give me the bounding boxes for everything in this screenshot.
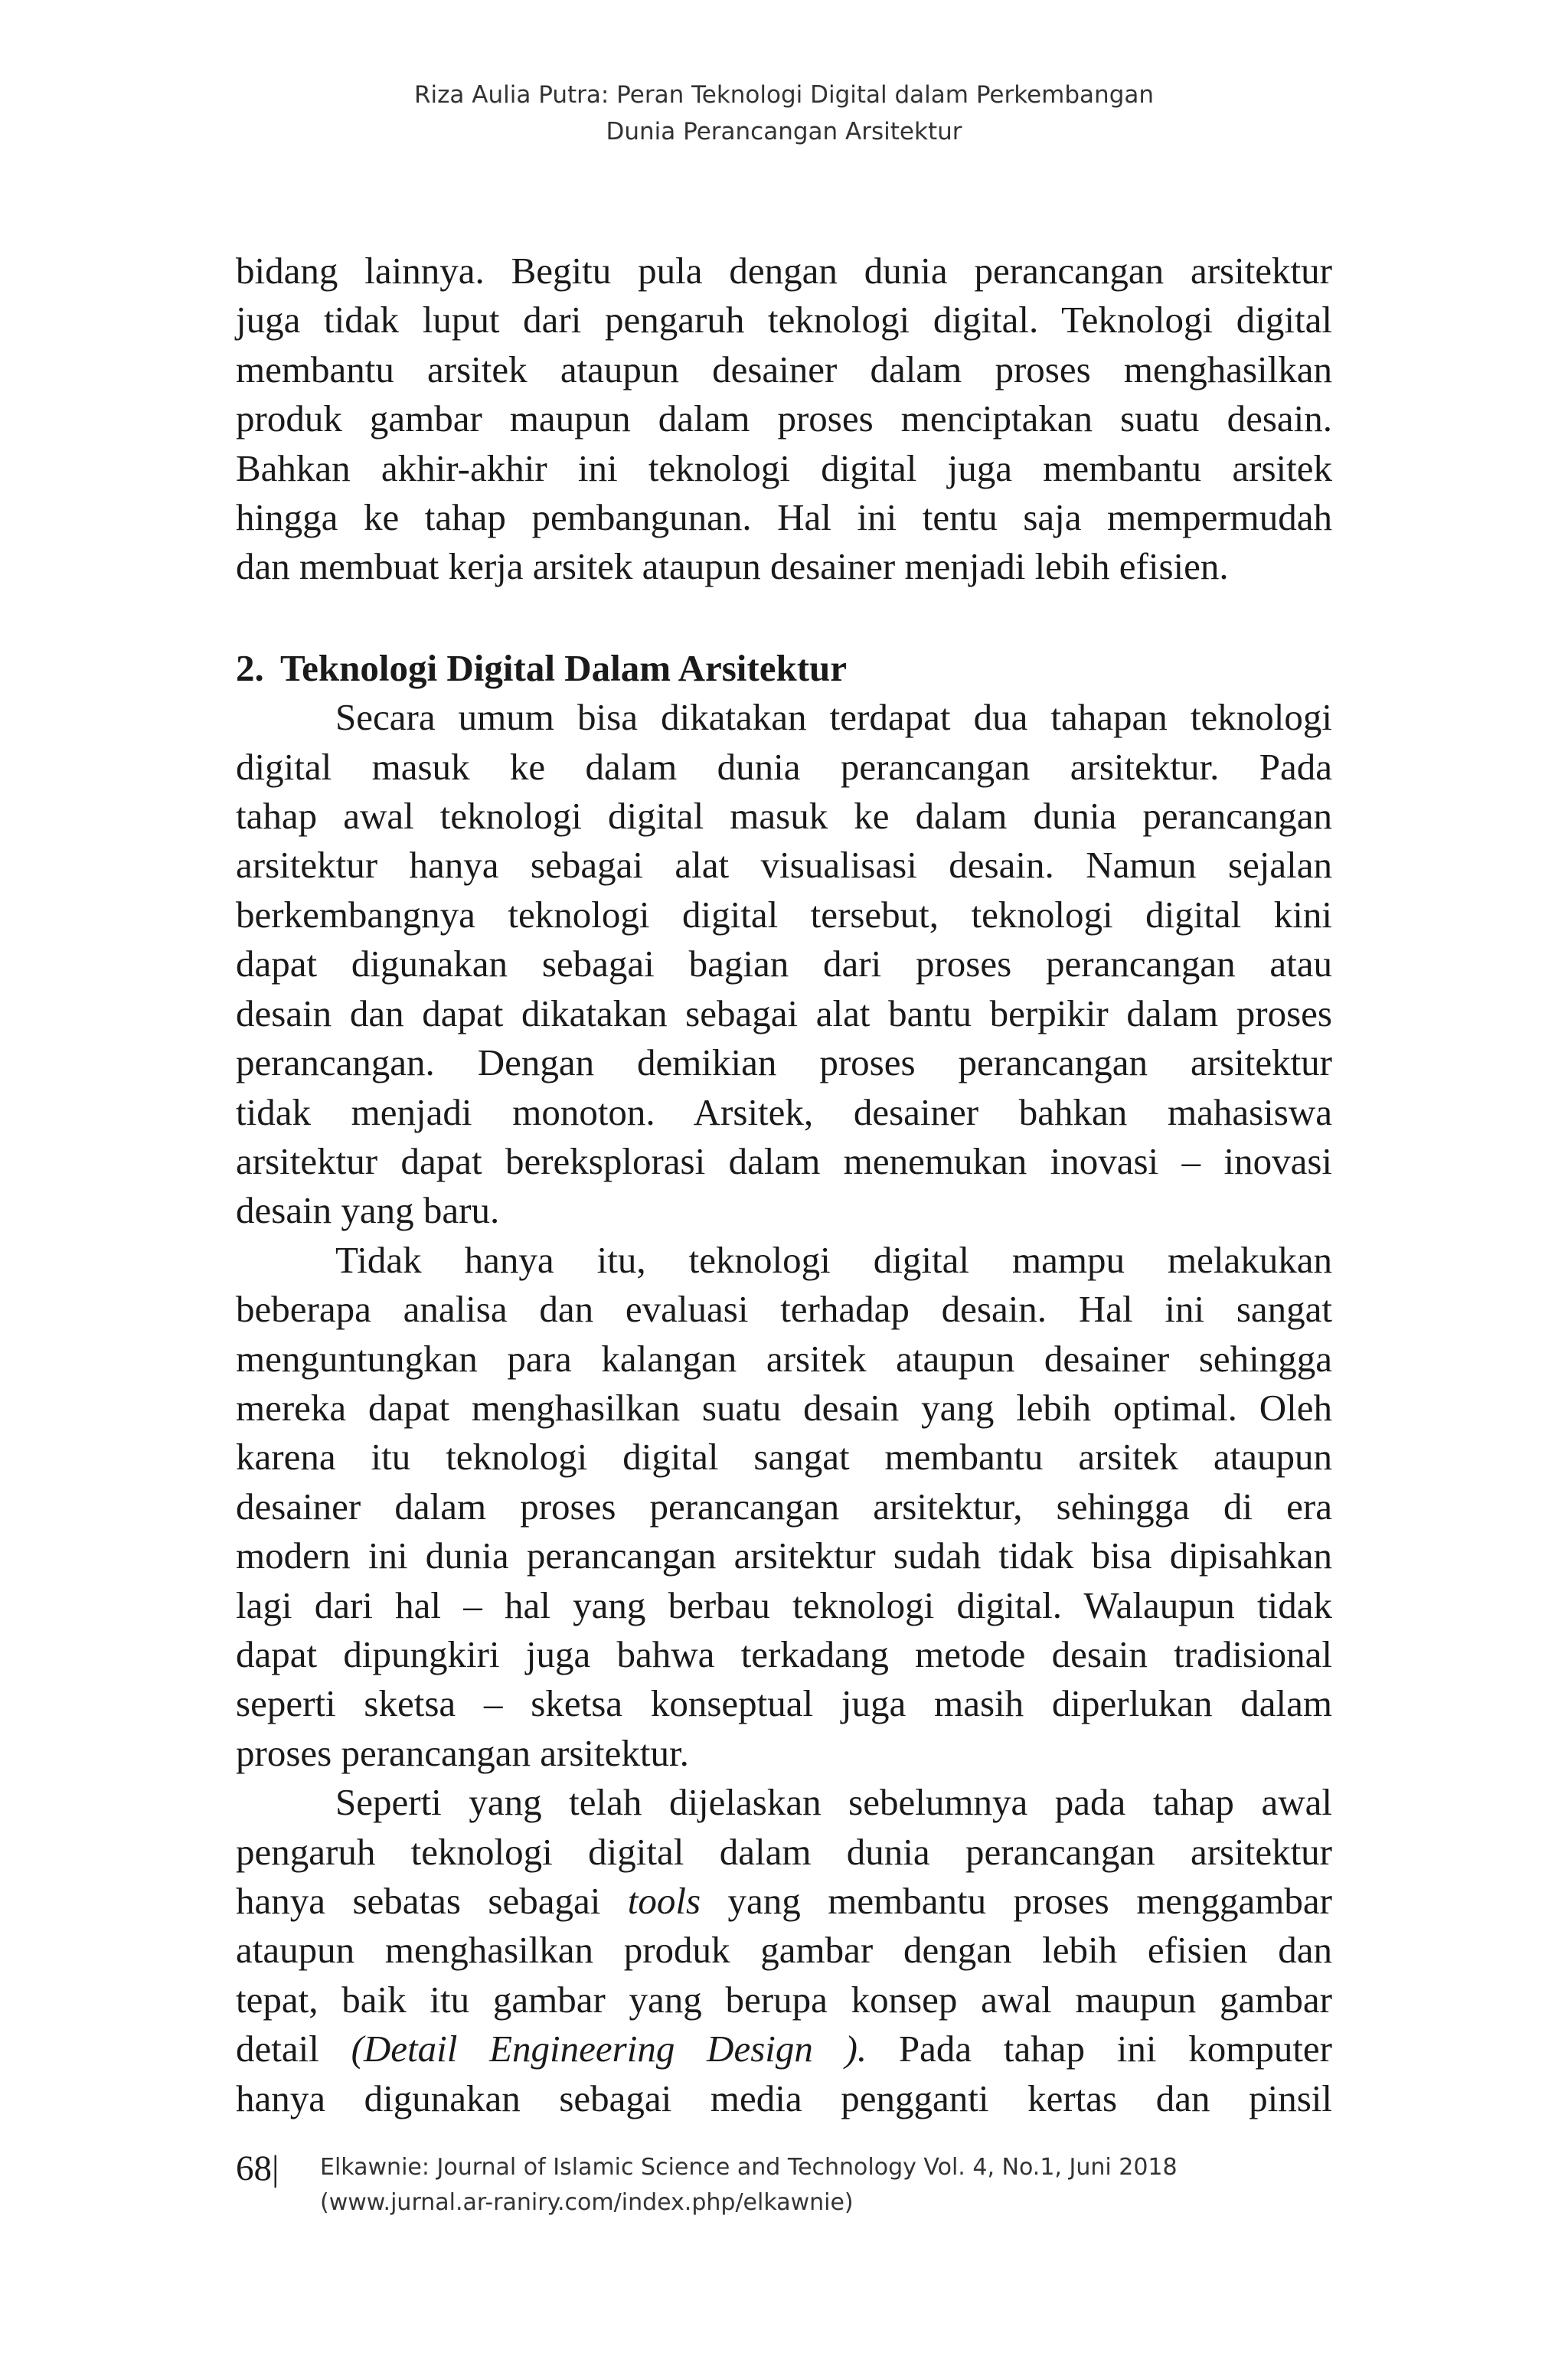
- text-line: ataupun menghasilkan produk gambar dengan lebih efisien dan: [236, 1929, 1332, 1972]
- running-head-line-1: Riza Aulia Putra: Peran Teknologi Digital dalam Perkembangan: [413, 81, 1155, 109]
- text-line: desain dan dapat dikatakan sebagai alat bantu berpikir dalam proses: [236, 992, 1332, 1034]
- citation-url: (www.jurnal.ar-raniry.com/index.php/elkawnie): [320, 2189, 854, 2216]
- text-line: perancangan. Dengan demikian proses perancangan arsitektur: [236, 1041, 1332, 1084]
- text-line: mereka dapat menghasilkan suatu desain yang lebih optimal. Oleh: [236, 1386, 1332, 1429]
- intro-paragraph: [236, 247, 1332, 592]
- text-line: modern ini dunia perancangan arsitektur sudah tidak bisa dipisahkan: [236, 1534, 1332, 1577]
- text-line: arsitektur dapat bereksplorasi dalam menemukan inovasi – inovasi: [236, 1139, 1332, 1182]
- text-line: juga tidak luput dari pengaruh teknologi digital. Teknologi digital: [236, 299, 1332, 342]
- text-line: Bahkan akhir-akhir ini teknologi digital juga membantu arsitek: [236, 446, 1332, 489]
- italic-term-tools: tools: [627, 1880, 701, 1922]
- text-line: beberapa analisa dan evaluasi terhadap desain. Hal ini sangat: [236, 1288, 1332, 1331]
- text-line: dapat dipungkiri juga bahwa terkadang metode desain tradisional: [236, 1632, 1332, 1675]
- text-line: Tidak hanya itu, teknologi digital mampu melakukan: [335, 1238, 1332, 1281]
- text-line: desainer dalam proses perancangan arsitektur, sehingga di era: [236, 1485, 1332, 1528]
- text-run: detail: [236, 2028, 351, 2070]
- section-spacer: [236, 592, 1332, 644]
- text-line: berkembangnya teknologi digital tersebut, teknologi digital kini: [236, 893, 1332, 936]
- text-line: tepat, baik itu gambar yang berupa konsep awal maupun gambar: [236, 1978, 1332, 2021]
- article-body: [236, 247, 1332, 2123]
- text-line: seperti sketsa – sketsa konseptual juga masih diperlukan dalam: [236, 1682, 1332, 1725]
- paragraph-2: [236, 1236, 1332, 1778]
- page-number: 68|: [236, 2149, 279, 2188]
- text-line: lagi dari hal – hal yang berbau teknologi digital. Walaupun tidak: [236, 1583, 1332, 1626]
- text-line: bidang lainnya. Begitu pula dengan dunia perancangan arsitektur: [236, 250, 1332, 292]
- text-line: membantu arsitek ataupun desainer dalam proses menghasilkan: [236, 348, 1332, 391]
- text-line: hingga ke tahap pembangunan. Hal ini tentu saja mempermudah: [236, 496, 1332, 539]
- text-run: Pada tahap ini komputer: [867, 2028, 1332, 2070]
- text-line: dan membuat kerja arsitek ataupun desainer menjadi lebih efisien.: [236, 545, 1229, 588]
- section-number: 2.: [236, 646, 264, 689]
- text-run: yang membantu proses menggambar: [701, 1880, 1332, 1922]
- text-line: hanya digunakan sebagai media pengganti kertas dan pinsil: [236, 2077, 1332, 2119]
- text-line: [236, 2025, 1332, 2074]
- journal-citation: [320, 2150, 1178, 2221]
- text-line: proses perancangan arsitektur.: [236, 1731, 689, 1774]
- running-head: [0, 77, 1568, 150]
- text-line: karena itu teknologi digital sangat membantu arsitek ataupun: [236, 1436, 1332, 1479]
- text-line: Secara umum bisa dikatakan terdapat dua tahapan teknologi: [335, 696, 1332, 739]
- text-line: pengaruh teknologi digital dalam dunia perancangan arsitektur: [236, 1830, 1332, 1873]
- text-line: digital masuk ke dalam dunia perancangan arsitektur. Pada: [236, 745, 1332, 788]
- text-line: desain yang baru.: [236, 1189, 500, 1232]
- text-line: Seperti yang telah dijelaskan sebelumnya pada tahap awal: [335, 1781, 1332, 1824]
- text-line: tahap awal teknologi digital masuk ke dalam dunia perancangan: [236, 795, 1332, 838]
- running-head-line-2: Dunia Perancangan Arsitektur: [606, 118, 962, 145]
- text-line: arsitektur hanya sebagai alat visualisasi desain. Namun sejalan: [236, 844, 1332, 887]
- text-line: produk gambar maupun dalam proses menciptakan suatu desain.: [236, 397, 1332, 440]
- text-line: [236, 1877, 1332, 1926]
- text-line: dapat digunakan sebagai bagian dari proses perancangan atau: [236, 943, 1332, 985]
- text-line: menguntungkan para kalangan arsitek ataupun desainer sehingga: [236, 1337, 1332, 1380]
- citation-line-1: Elkawnie: Journal of Islamic Science and Technology Vol. 4, No.1, Juni 2018: [320, 2154, 1178, 2181]
- section-heading: [236, 644, 1332, 693]
- text-line: tidak menjadi monoton. Arsitek, desainer bahkan mahasiswa: [236, 1090, 1332, 1133]
- text-run: hanya sebatas sebagai: [236, 1880, 628, 1922]
- italic-term-ded: (Detail Engineering Design ).: [351, 2028, 867, 2070]
- section-title: Teknologi Digital Dalam Arsitektur: [280, 646, 848, 689]
- paragraph-1: [236, 693, 1332, 1235]
- paragraph-3: [236, 1778, 1332, 2123]
- page-footer: [236, 2150, 1178, 2221]
